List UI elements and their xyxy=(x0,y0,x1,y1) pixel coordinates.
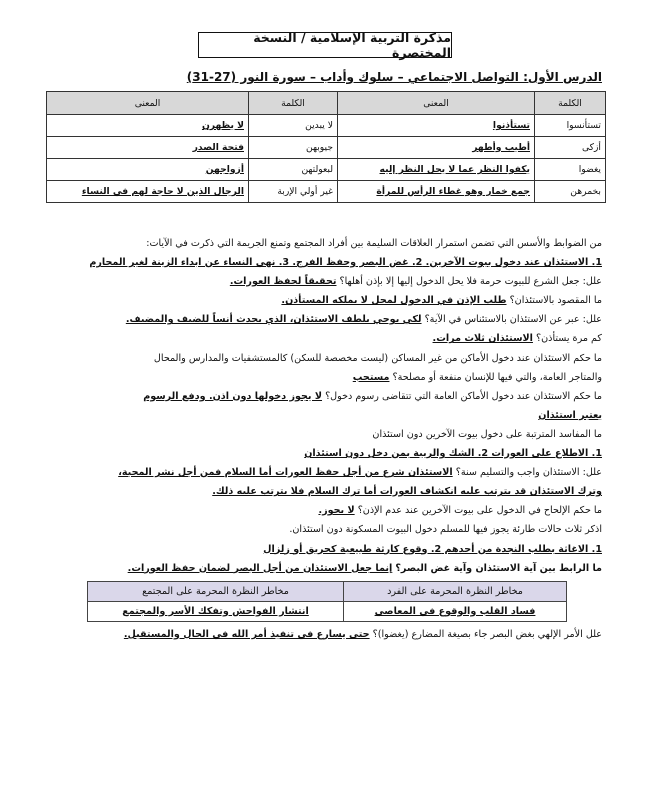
vocabulary-header-row xyxy=(47,92,606,115)
vocab-meaning: فتحة الصدر xyxy=(47,137,249,159)
answer-text: لا يجوز. xyxy=(318,505,355,517)
vocab-meaning: تستأذنوا xyxy=(338,115,535,137)
question-line xyxy=(40,329,602,348)
question-text: علل الأمر الإلهي بغض البصر جاء بصيغة المضارع (يغضوا)؟ xyxy=(372,628,602,640)
danger-header-individual: مخاطر النظرة المحرمة على الفرد xyxy=(344,581,567,601)
answer-line: 1. الاغاثة بطلب النجدة من أحدهم 2. وقوع كارثة طبيعية كحريق أو زلزال xyxy=(263,543,602,555)
vocabulary-row xyxy=(47,137,606,159)
answer-text: تحقيقاً لحفظ العورات. xyxy=(229,276,337,288)
question-line xyxy=(40,625,602,644)
danger-header-society: مخاطر النظرة المحرمة على المجتمع xyxy=(88,581,344,601)
vocab-meaning: لا يظهرن xyxy=(47,115,249,137)
vocab-meaning: يكفوا النظر عما لا يحل النظر إليه xyxy=(338,159,535,181)
document-title: مذكرة التربية الإسلامية / النسخة المختصرة xyxy=(198,32,452,58)
question-text: ما المقصود بالاستئذان؟ xyxy=(509,295,602,307)
notes-body xyxy=(40,234,602,644)
vocabulary-row xyxy=(47,181,606,203)
intro-question: من الضوابط والأسس التي تضمن استمرار العلاقات السليمة بين أفراد المجتمع وتمنع الجريمة التي ذكرت في الآيات: xyxy=(146,238,602,249)
vocab-word: تستأنسوا xyxy=(535,115,606,137)
vocab-header-meaning-2: المعنى xyxy=(47,92,249,115)
vocab-word: لا يبدين xyxy=(249,115,338,137)
question-line xyxy=(40,501,602,520)
answer-text: الاستئذان شرع من أجل حفظ العورات أما السلام فمن أجل نشر المحبة، xyxy=(118,467,453,479)
answer-text: طلب الإذن في الدخول لمحل لا يملكه المستأذن. xyxy=(281,295,507,307)
danger-individual: فساد القلب والوقوع في المعاصي xyxy=(344,601,567,621)
vocabulary-row xyxy=(47,115,606,137)
question-text: علل: الاستئذان واجب والتسليم سنة؟ xyxy=(455,467,602,479)
danger-society: انتشار الفواحش وتفكك الأسر والمجتمع xyxy=(88,601,344,621)
danger-table xyxy=(87,581,567,622)
vocab-meaning: أطيب وأطهر xyxy=(338,137,535,159)
vocab-word: بخمرهن xyxy=(535,181,606,203)
answer-line: 1. الاستئذان عند دخول بيوت الآخرين. 2. غض البصر وحفظ الفرج. 3. نهي النساء عن ابداء الزينة لغير المحارم xyxy=(89,257,602,269)
vocab-word: غير أولي الإربة xyxy=(249,181,338,203)
question-text: علل: جعل الشرع للبيوت حرمة فلا يحل الدخول إليها إلا بإذن أهلها؟ xyxy=(339,276,602,288)
question-line xyxy=(40,559,602,578)
vocab-word: لبعولتهن xyxy=(249,159,338,181)
vocabulary-row xyxy=(47,159,606,181)
question-text: ما الرابط بين آية الاستئذان وآية غض البصر؟ xyxy=(395,562,602,574)
answer-text: الاستئذان ثلاث مرات. xyxy=(432,333,533,345)
vocab-word: أزكى xyxy=(535,137,606,159)
vocab-meaning: أزواجهن xyxy=(47,159,249,181)
question-line: ما حكم الاستئذان عند دخول الأماكن من غير المساكن (ليست مخصصة للسكن) كالمستشفيات والمدارس والمحال xyxy=(153,352,602,364)
danger-header-row xyxy=(88,581,567,601)
danger-row xyxy=(88,601,567,621)
answer-text: إنما جعل الاستئذان من أجل البصر لضمان حفظ العورات. xyxy=(127,562,393,574)
answer-text: لا يجوز دخولها دون اذن. ودفع الرسوم xyxy=(143,390,323,402)
question-text: كم مرة يستأذن؟ xyxy=(536,333,602,345)
vocab-meaning: جمع خمار وهو غطاء الرأس للمرأة xyxy=(338,181,535,203)
answer-line: وترك الاستئذان قد يترتب عليه انكشاف العورات أما ترك السلام فلا يترتب عليه ذلك. xyxy=(212,486,602,498)
answer-line: يعتبر استئذان xyxy=(538,409,602,421)
vocab-header-word-1: الكلمة xyxy=(535,92,606,115)
question-text: والمتاجر العامة، والتي فيها للإنسان منفعة أو مصلحة؟ xyxy=(392,371,602,383)
vocab-header-meaning-1: المعنى xyxy=(338,92,535,115)
answer-line: 1. الاطلاع على العورات 2. الشك والريبة بمن دخل دون استئذان xyxy=(304,448,602,460)
answer-text: لكي يوحي بلطف الاستئذان، الذي يحدث أنساً للضيف والمضيف. xyxy=(125,314,422,326)
answer-text: مستحب xyxy=(352,371,390,383)
answer-text: حتى يسارع في تنفيذ أمر الله في الحال والمستقبل. xyxy=(123,628,370,640)
question-line xyxy=(40,291,602,310)
question-line xyxy=(40,310,602,329)
question-text: ما حكم الإلحاح في الدخول على بيوت الآخرين عند عدم الإذن؟ xyxy=(357,505,602,517)
vocab-word: جيوبهن xyxy=(249,137,338,159)
lesson-title: الدرس الأول: التواصل الاجتماعي – سلوك وأداب – سورة النور (27-31) xyxy=(186,70,602,84)
question-text: علل: عبر عن الاستئذان بالاستئناس في الآية؟ xyxy=(424,314,602,326)
vocabulary-table xyxy=(46,91,606,203)
vocab-meaning: الرجال الذين لا حاجة لهم في النساء xyxy=(47,181,249,203)
question-line: ما المفاسد المترتبة على دخول بيوت الآخرين دون استئذان xyxy=(372,428,602,440)
question-text: ما حكم الاستئذان عند دخول الأماكن العامة التي تتقاضى رسوم دخول؟ xyxy=(325,390,602,402)
question-line: اذكر ثلاث حالات طارئة يجوز فيها للمسلم دخول البيوت المسكونة دون استئذان. xyxy=(289,524,602,536)
vocab-header-word-2: الكلمة xyxy=(249,92,338,115)
vocab-word: يغضوا xyxy=(535,159,606,181)
question-line xyxy=(40,463,602,482)
question-line xyxy=(40,387,602,406)
question-line xyxy=(40,368,602,387)
question-line xyxy=(40,272,602,291)
